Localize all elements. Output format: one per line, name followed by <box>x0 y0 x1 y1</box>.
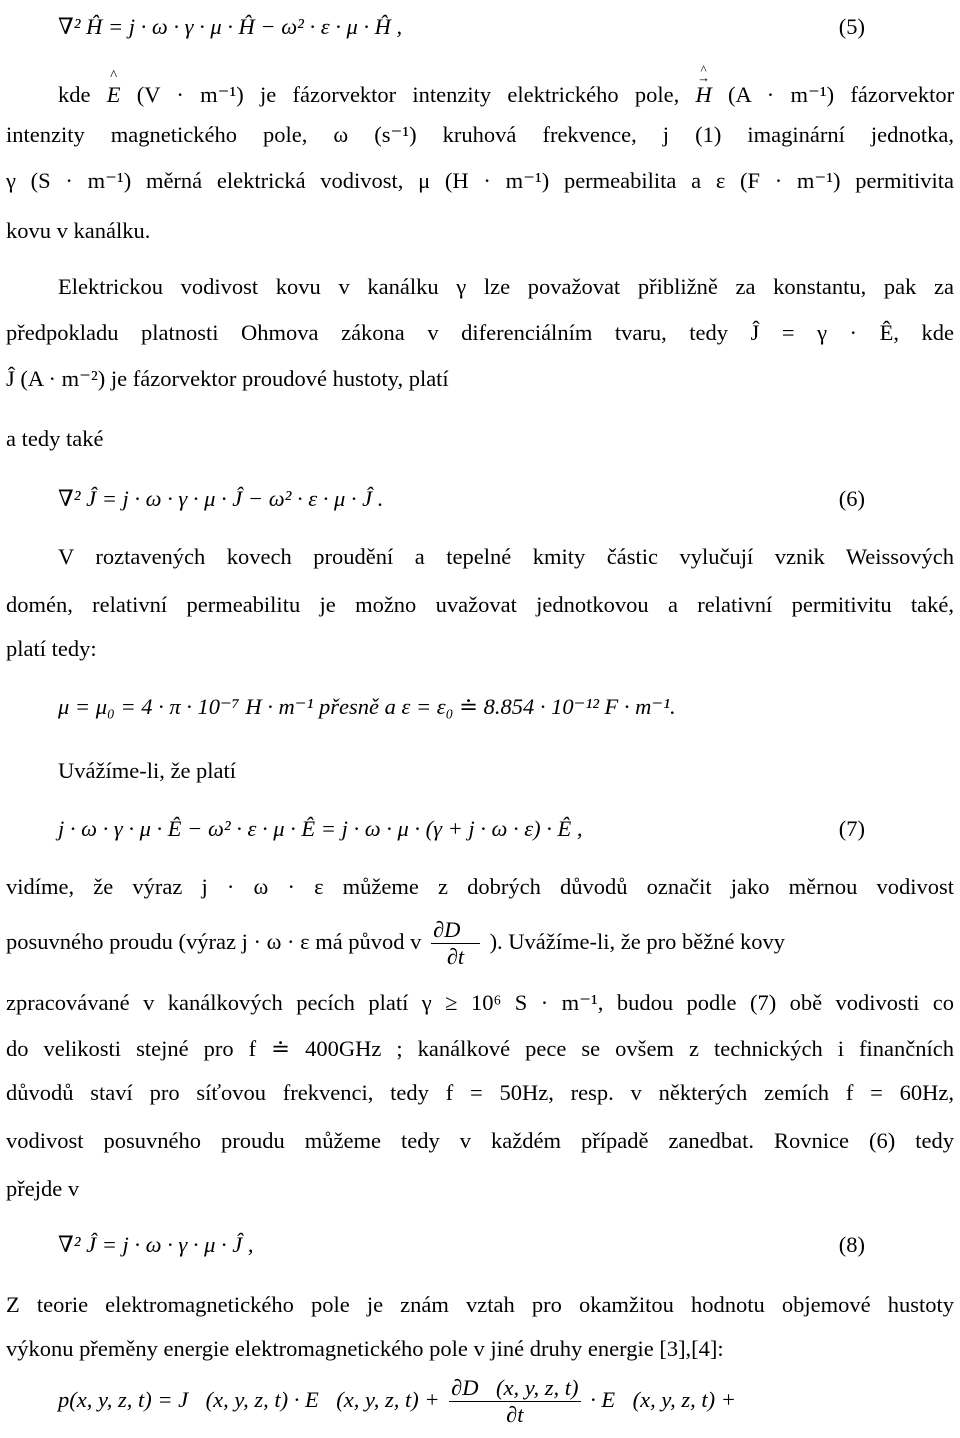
para5-line5: důvodů staví pro síťovou frekvenci, tedy f = 50Hz, resp. v některých zemích f = 60Hz, <box>6 1080 954 1105</box>
para1-line4: kovu v kanálku. <box>6 218 151 243</box>
para5-line3: zpracovávané v kanálkových pecích platí γ ≥ 10⁶ S · m⁻¹, budou podle (7) obě vodivosti co <box>6 990 954 1015</box>
equation-8-body: ∇² Ĵ = j · ω · γ · μ · Ĵ , <box>58 1232 254 1257</box>
para5-line4: do velikosti stejné pro f ≐ 400GHz ; kanálkové pece se ovšem z technických i finančních <box>6 1036 954 1061</box>
para3-line1: V roztavených kovech proudění a tepelné kmity částic vylučují vznik Weissových <box>58 544 954 569</box>
para2-line2: předpokladu platnosti Ohmova zákona v diferenciálním tvaru, tedy Ĵ = γ · Ê, kde <box>6 320 954 345</box>
equation-5-number: (5) <box>838 14 865 39</box>
equation-8 <box>58 1228 865 1262</box>
para6-line1: Z teorie elektromagnetického pole je znám vztah pro okamžitou hodnotu objemové hustoty <box>6 1292 954 1317</box>
para3-line2: domén, relativní permeabilitu je možno uvažovat jednotkovou a relativní permitivitu také, <box>6 592 954 617</box>
para1-line1: kde ^ E (V · m⁻¹) je fázorvektor intenzity elektrického pole, ^ H → (A · m⁻¹) fázorvektor <box>58 80 954 110</box>
equation-5 <box>58 10 865 44</box>
para2-line4: a tedy také <box>6 426 104 451</box>
fraction-dD-dt: $\frac{\partial D⃗}{\partial t}$ <box>433 917 478 970</box>
para5-line2: posuvného proudu (výraz j · ω · ε má původ v $\frac{\partial D⃗}{\partial t}$ ). Uvážíme-li, že pro běžné kovy <box>6 917 786 970</box>
para2-line3: Ĵ (A · m⁻²) je fázorvektor proudové hustoty, platí <box>6 366 449 391</box>
equation-6-body: ∇² Ĵ = j · ω · γ · μ · Ĵ − ω² · ε · μ · Ĵ . <box>58 486 384 511</box>
para1-line3: γ (S · m⁻¹) měrná elektrická vodivost, μ (H · m⁻¹) permeabilita a ε (F · m⁻¹) permitivita <box>6 168 954 193</box>
equation-7 <box>58 812 865 846</box>
equation-7-body: j · ω · γ · μ · Ê − ω² · ε · μ · Ê = j · ω · μ · (γ + j · ω · ε) · Ê , <box>58 816 583 841</box>
para5-line6: vodivost posuvného proudu můžeme tedy v každém případě zanedbat. Rovnice (6) tedy <box>6 1128 954 1153</box>
equation-6-number: (6) <box>838 486 865 511</box>
equation-power-density: p(x, y, z, t) = J⃗(x, y, z, t) · E⃗(x, y, z, t) + $\frac{\partial D⃗(x, y, z, t)}{\partial t}$ · E⃗(x, y, z, t) + <box>58 1375 736 1428</box>
para6-line2: výkonu přeměny energie elektromagnetického pole v jiné druhy energie [3],[4]: <box>6 1336 724 1361</box>
equation-6 <box>58 482 865 516</box>
para5-line7: přejde v <box>6 1176 80 1201</box>
fraction-dD-dt-2: $\frac{\partial D⃗(x, y, z, t)}{\partial t}$ <box>451 1375 579 1428</box>
equation-8-number: (8) <box>838 1232 865 1257</box>
para3-line3: platí tedy: <box>6 636 97 661</box>
para5-line1: vidíme, že výraz j · ω · ε můžeme z dobrých důvodů označit jako měrnou vodivost <box>6 874 954 899</box>
equation-mu-epsilon: μ = μ₀ = 4 · π · 10⁻⁷ H · m⁻¹ přesně a ε = ε₀ ≐ 8.854 · 10⁻¹² F · m⁻¹. <box>58 694 676 719</box>
para2-line1: Elektrickou vodivost kovu v kanálku γ lze považovat přibližně za konstantu, pak za <box>58 274 954 299</box>
para4-line1: Uvážíme-li, že platí <box>58 758 237 783</box>
equation-5-body: ∇² Ĥ = j · ω · γ · μ · Ĥ − ω² · ε · μ · Ĥ , <box>58 14 403 39</box>
equation-7-number: (7) <box>838 816 865 841</box>
para1-line2: intenzity magnetického pole, ω (s⁻¹) kruhová frekvence, j (1) imaginární jednotka, <box>6 122 954 147</box>
